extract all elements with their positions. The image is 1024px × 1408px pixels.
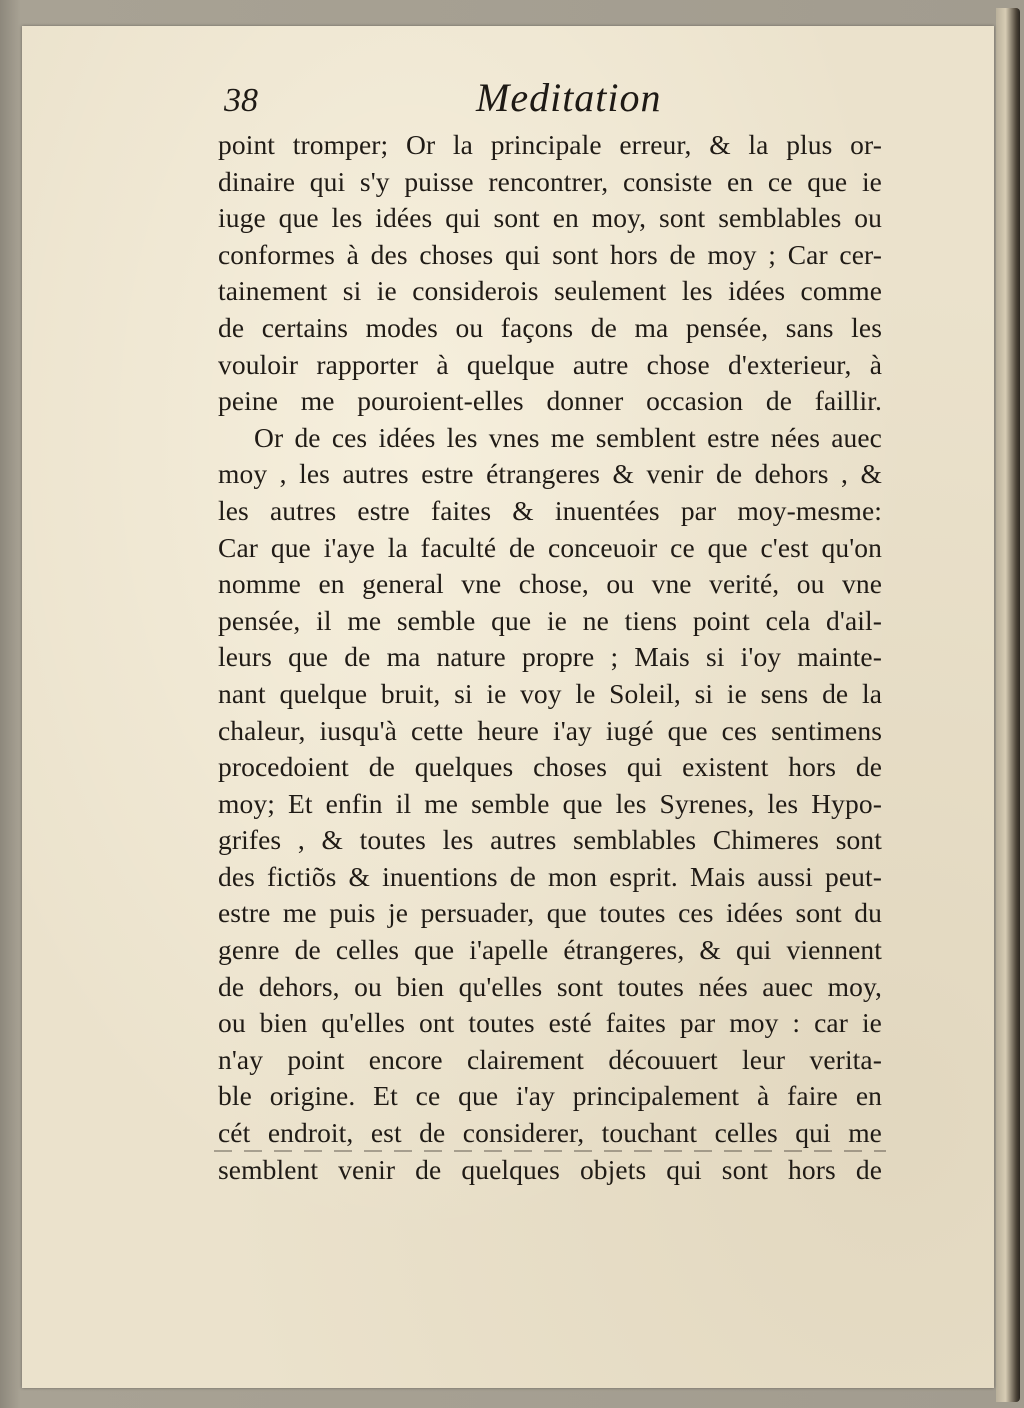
text-line: semblent venir de quelques objets qui sont hors de	[218, 1153, 882, 1185]
text-line: genre de celles que i'apelle étrangeres, & qui viennent	[218, 934, 882, 966]
text-line: leurs que de ma nature propre ; Mais si i'oy mainte-	[218, 641, 882, 673]
text-line: moy; Et enfin il me semble que les Syrenes, les Hypo-	[218, 787, 882, 819]
text-line: nomme en general vne chose, ou vne verité, ou vne	[218, 568, 882, 600]
text-line: cét endroit, est de considerer, touchant celles qui me	[218, 1117, 882, 1149]
page-header	[224, 74, 880, 124]
text-line: procedoient de quelques choses qui existent hors de	[218, 751, 882, 783]
text-line: ou bien qu'elles ont toutes esté faites par moy : car ie	[218, 1007, 882, 1039]
running-title: Meditation	[476, 75, 662, 120]
text-line: moy , les autres estre étrangeres & venir de dehors , &	[218, 458, 882, 490]
book-page-edge	[996, 8, 1020, 1402]
text-line: nant quelque bruit, si ie voy le Soleil, si ie sens de la	[218, 677, 882, 709]
text-line: de dehors, ou bien qu'elles sont toutes nées auec moy,	[218, 970, 882, 1002]
text-line: vouloir rapporter à quelque autre chose d'exterieur, à	[218, 348, 882, 380]
text-line: tainement si ie considerois seulement les idées comme	[218, 275, 882, 307]
text-line: Car que i'aye la faculté de conceuoir ce que c'est qu'on	[218, 531, 882, 563]
text-line: chaleur, iusqu'à cette heure i'ay iugé que ces sentimens	[218, 714, 882, 746]
text-line: conformes à des choses qui sont hors de moy ; Car cer-	[218, 238, 882, 270]
text-line: iuge que les idées qui sont en moy, sont semblables ou	[218, 202, 882, 234]
text-line: ble origine. Et ce que i'ay principalement à faire en	[218, 1080, 882, 1112]
text-line: n'ay point encore clairement découuert leur verita-	[218, 1043, 882, 1075]
bottom-rule	[214, 1150, 886, 1152]
text-line: les autres estre faites & inuentées par moy-mesme:	[218, 494, 882, 526]
body-text	[218, 127, 882, 1188]
text-line-paragraph-start: Or de ces idées les vnes me semblent estre nées auec	[254, 421, 882, 453]
text-line: estre me puis je persuader, que toutes ces idées sont du	[218, 897, 882, 929]
text-line: des fictiõs & inuentions de mon esprit. Mais aussi peut-	[218, 860, 882, 892]
text-line: peine me pouroient-elles donner occasion de faillir.	[218, 385, 882, 417]
text-line: point tromper; Or la principale erreur, & la plus or-	[218, 129, 882, 160]
text-line: de certains modes ou façons de ma pensée, sans les	[218, 311, 882, 343]
text-line: grifes , & toutes les autres semblables Chimeres sont	[218, 824, 882, 856]
page-number: 38	[224, 82, 258, 119]
text-line: pensée, il me semble que ie ne tiens point cela d'ail-	[218, 604, 882, 636]
text-line: dinaire qui s'y puisse rencontrer, consiste en ce que ie	[218, 165, 882, 197]
